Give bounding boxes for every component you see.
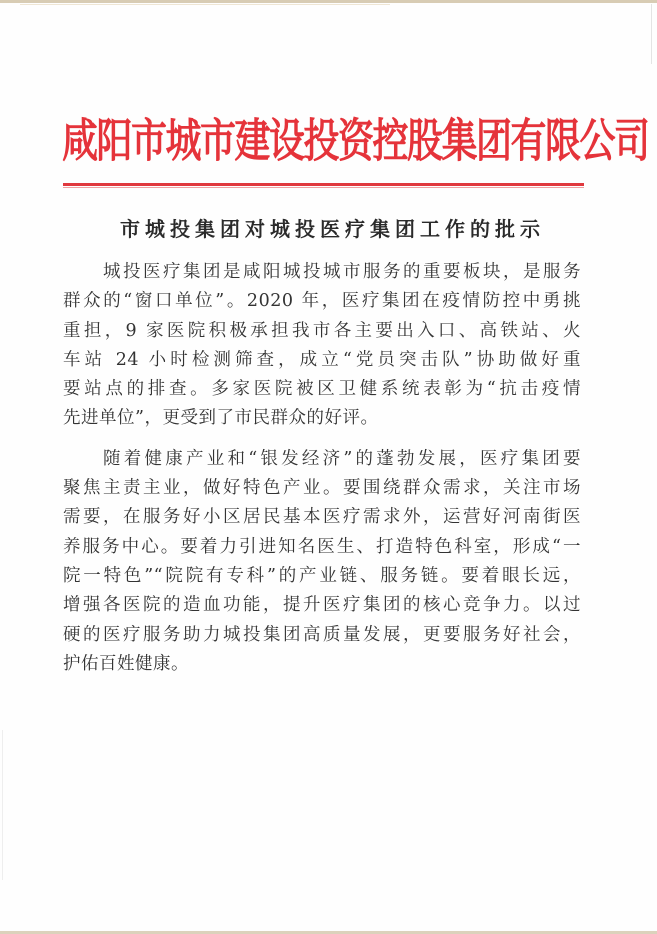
letterhead-red-rule-thin — [63, 187, 584, 188]
paragraph-line: 养服务中心。要着力引进知名医生、打造特色科室，形成“一 — [63, 536, 581, 557]
paragraph-line: 城投医疗集团是咸阳城投城市服务的重要板块，是服务 — [103, 262, 581, 282]
document-title: 市城投集团对城投医疗集团工作的批示 — [120, 217, 540, 241]
paragraph-line: 聚焦主责主业，做好特色产业。要围绕群众需求，关注市场 — [63, 478, 581, 499]
paragraph-line: 需要，在服务好小区居民基本医疗需求外，运营好河南街医 — [63, 507, 581, 528]
scan-edge-right — [651, 4, 652, 64]
paragraph-gap — [63, 434, 581, 445]
paragraph-line: 增强各医院的造血功能，提升医疗集团的核心竞争力。以过 — [63, 595, 581, 616]
letterhead-organization-name: 咸阳市城市建设投资控股集团有限公司 — [62, 114, 649, 168]
paragraph-line: 重担，9 家医院积极承担我市各主要出入口、高铁站、火 — [63, 320, 581, 341]
paragraph-line: 硬的医疗服务助力城投集团高质量发展，更要服务好社会， — [63, 624, 581, 645]
paragraph-line: 院一特色”“院院有专科”的产业链、服务链。要着眼长远， — [63, 565, 581, 586]
paragraph-line: 要站点的排查。多家医院被区卫健系统表彰为“抗击疫情 — [63, 379, 581, 400]
paragraph-line: 群众的“窗口单位”。2020 年，医疗集团在疫情防控中勇挑 — [63, 291, 581, 312]
scan-edge-left — [2, 730, 3, 880]
document-body — [63, 258, 581, 679]
paragraph-line: 先进单位”，更受到了市民群众的好评。 — [63, 408, 379, 429]
scan-edge-top — [0, 0, 657, 3]
letterhead-red-rule — [63, 183, 584, 186]
scan-edge-top-faint — [20, 4, 390, 5]
paragraph-line: 车站 24 小时检测筛查，成立“党员突击队”协助做好重 — [63, 349, 581, 370]
paragraph-line: 随着健康产业和“银发经济”的蓬勃发展，医疗集团要 — [103, 448, 581, 469]
paragraph-line: 护佑百姓健康。 — [63, 653, 189, 674]
paragraph-1 — [63, 258, 581, 434]
paragraph-2 — [63, 445, 581, 679]
